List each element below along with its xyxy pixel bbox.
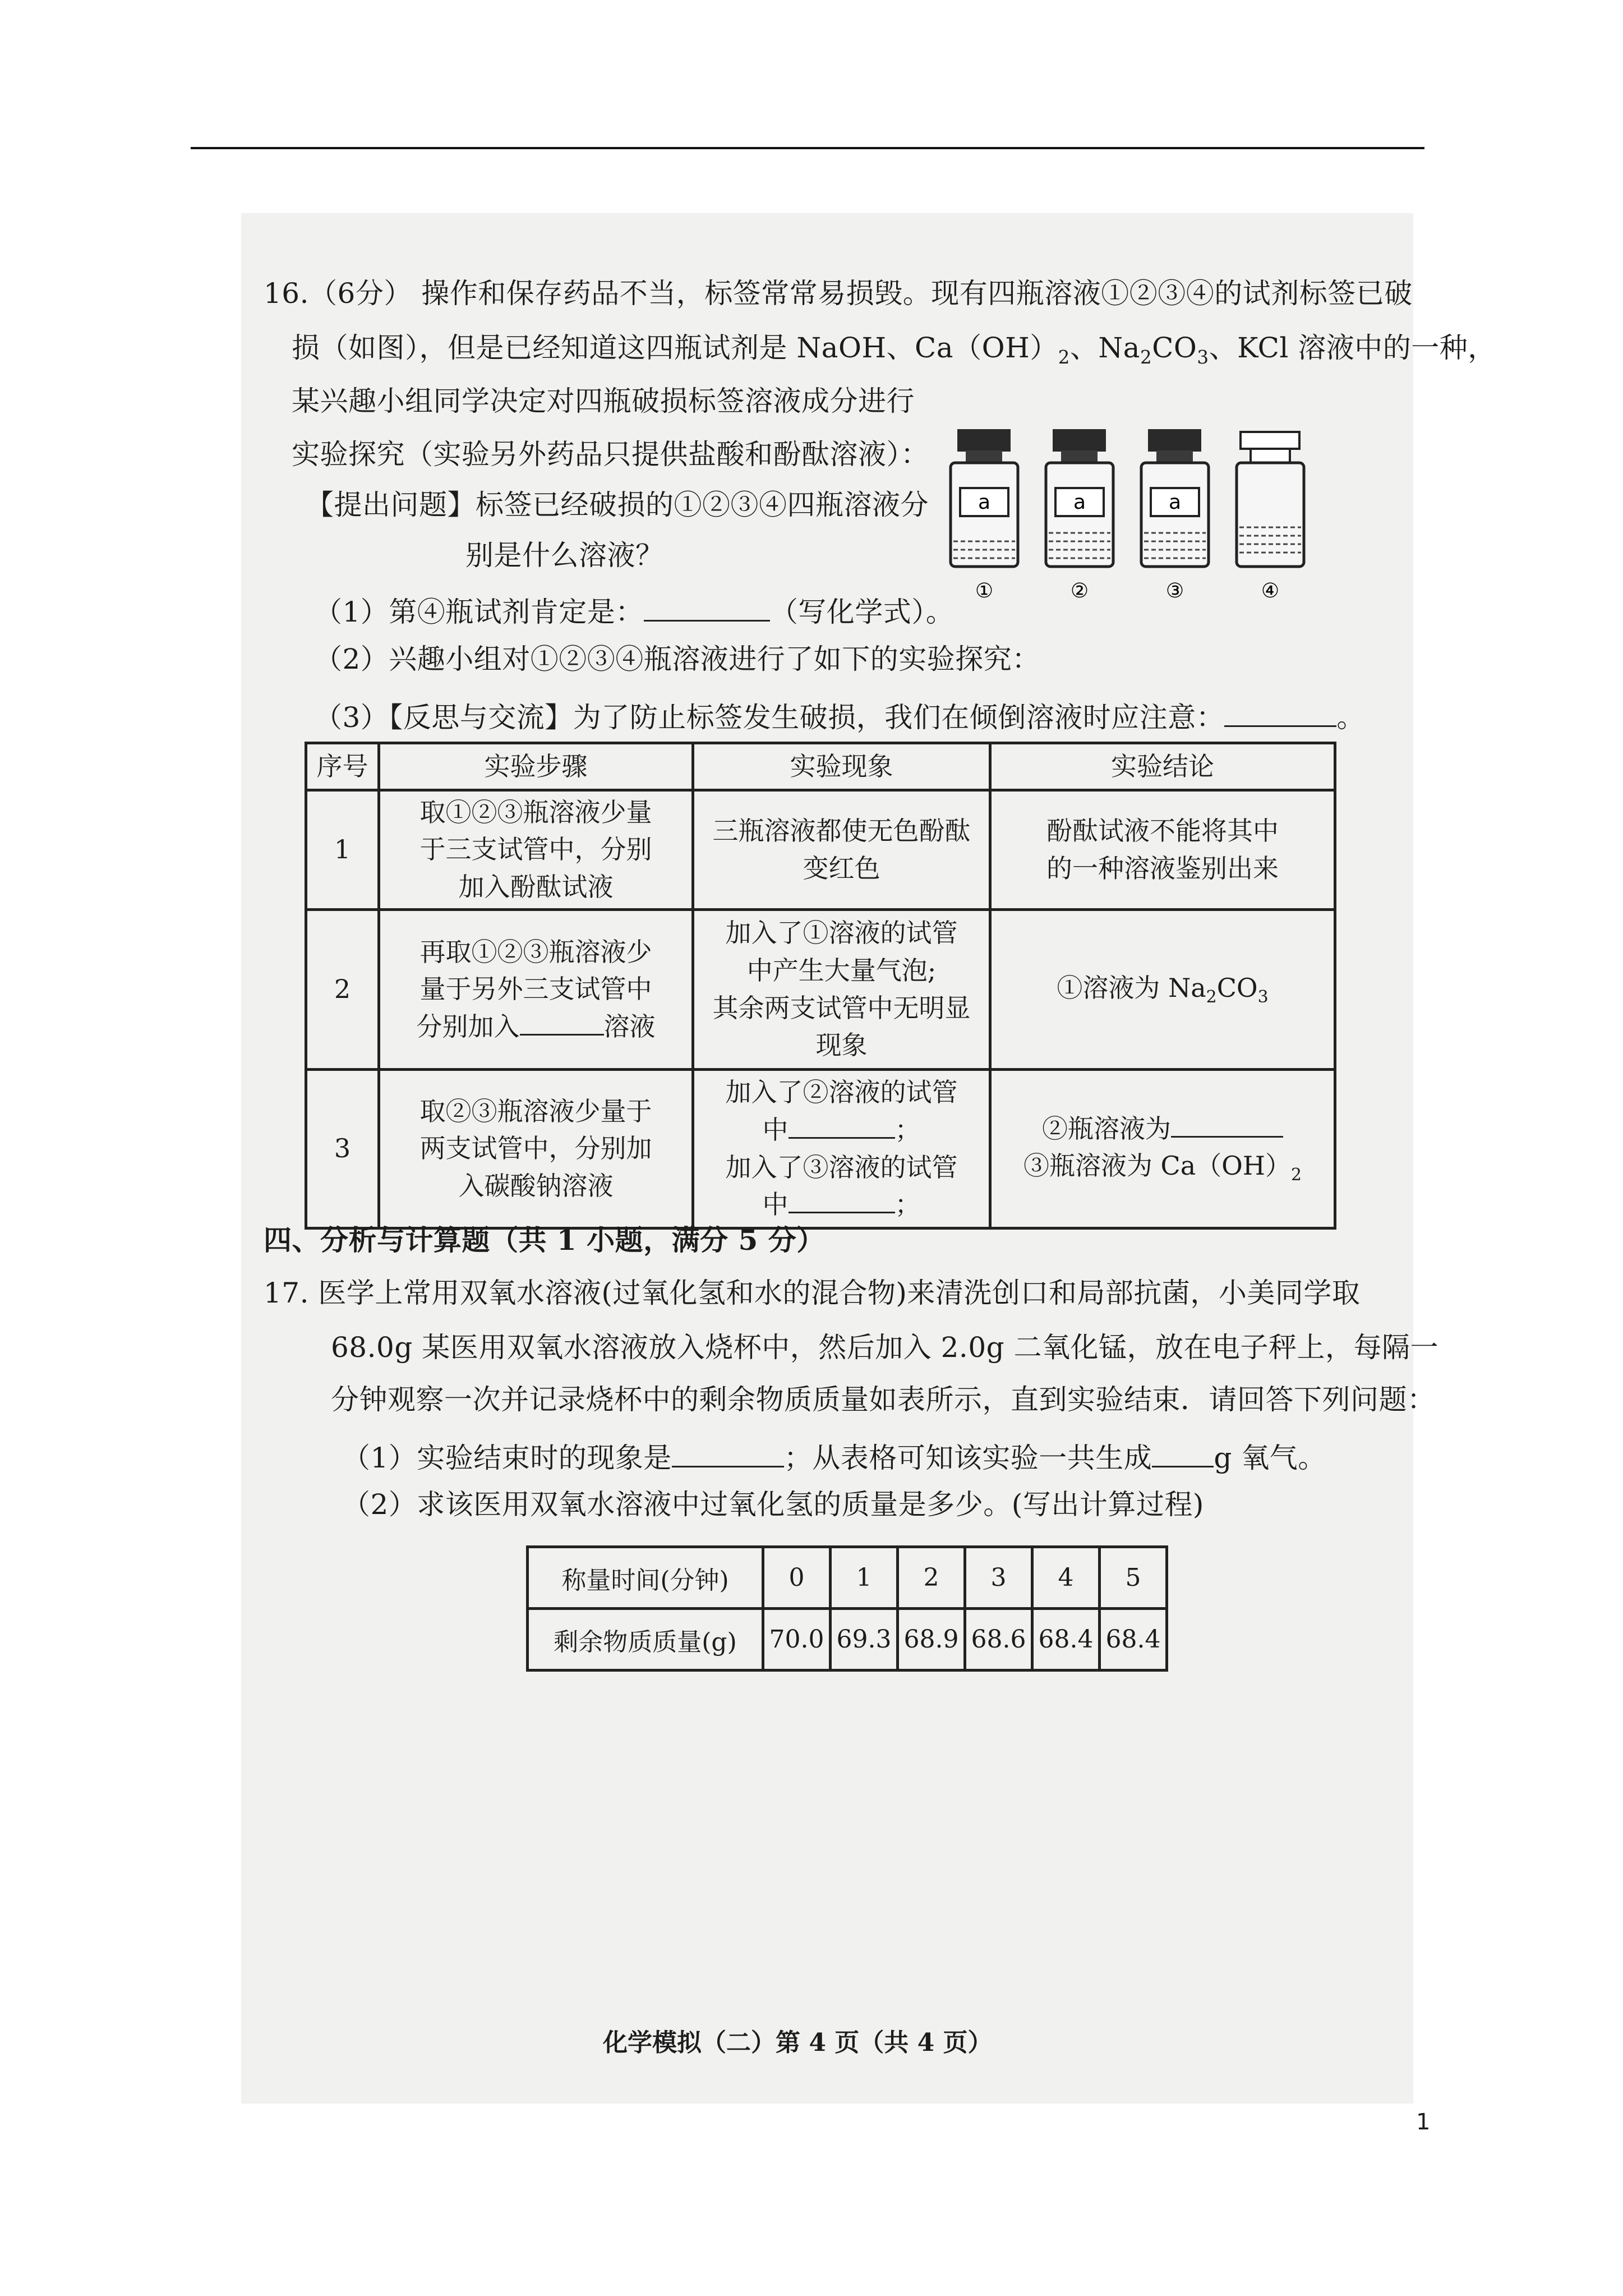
bottle-tag: a bbox=[978, 491, 991, 514]
table-row bbox=[306, 1069, 1335, 1228]
time-cell: 2 bbox=[898, 1547, 965, 1609]
mass-cell: 68.9 bbox=[898, 1609, 965, 1671]
bottle-3 bbox=[1141, 429, 1209, 602]
bottle-1 bbox=[951, 429, 1018, 602]
mass-cell: 68.4 bbox=[1100, 1609, 1167, 1671]
time-cell: 4 bbox=[1032, 1547, 1100, 1609]
row-phenomenon: 加入了②溶液的试管 中 ； 加入了③溶液的试管 中 ； bbox=[693, 1069, 990, 1228]
mass-label: 剩余物质质量(g) bbox=[528, 1609, 763, 1671]
bottle-tag: a bbox=[1073, 491, 1086, 514]
bottle-tag: a bbox=[1168, 491, 1182, 514]
section4-heading: 四、分析与计算题（共 1 小题，满分 5 分） bbox=[264, 1223, 825, 1257]
row-number: 1 bbox=[306, 790, 379, 909]
bottle-number: ③ bbox=[1165, 579, 1184, 602]
q16-line4: 实验探究（实验另外药品只提供盐酸和酚酞溶液）： bbox=[292, 438, 929, 471]
q16-problem-b: 别是什么溶液？ bbox=[465, 539, 664, 572]
row-phenomenon: 三瓶溶液都使无色酚酞 变红色 bbox=[693, 790, 990, 909]
q17-line1: 17. 医学上常用双氧水溶液(过氧化氢和水的混合物)来清洗创口和局部抗菌，小美同学取 bbox=[264, 1277, 1361, 1309]
table-row bbox=[306, 790, 1335, 909]
row-steps: 再取①②③瓶溶液少 量于另外三支试管中 分别加入 溶液 bbox=[379, 909, 693, 1069]
time-cell: 0 bbox=[763, 1547, 831, 1609]
row-number: 3 bbox=[306, 1069, 379, 1228]
row-phenomenon: 加入了①溶液的试管 中产生大量气泡; 其余两支试管中无明显 现象 bbox=[693, 909, 990, 1069]
row-conclusion: ①溶液为 $Na_2CO_3$ bbox=[990, 909, 1335, 1069]
answer-blank[interactable] bbox=[789, 1186, 895, 1213]
q16-sub2: （2）兴趣小组对①②③④瓶溶液进行了如下的实验探究： bbox=[314, 643, 1040, 675]
table-row bbox=[306, 909, 1335, 1069]
answer-blank[interactable] bbox=[520, 1008, 604, 1036]
q17-sub1: （1）实验结束时的现象是 ；从表格可知该实验一共生成 g 氧气。 bbox=[342, 1438, 1326, 1472]
header-phenomenon: 实验现象 bbox=[693, 743, 990, 790]
row-number: 2 bbox=[306, 909, 379, 1069]
table-row bbox=[528, 1547, 1167, 1609]
reagent-bottles-illustration bbox=[948, 429, 1318, 614]
header-rule bbox=[191, 147, 1424, 149]
page-number: 1 bbox=[1416, 2109, 1431, 2135]
mass-cell: 70.0 bbox=[763, 1609, 831, 1671]
table-row bbox=[528, 1609, 1167, 1671]
page-footer: 化学模拟（二）第 4 页（共 4 页） bbox=[603, 2028, 993, 2057]
bottle-4 bbox=[1237, 432, 1304, 602]
row-steps: 取①②③瓶溶液少量 于三支试管中，分别 加入酚酞试液 bbox=[379, 790, 693, 909]
answer-blank[interactable] bbox=[789, 1111, 895, 1139]
mass-cell: 68.6 bbox=[965, 1609, 1032, 1671]
answer-blank[interactable] bbox=[1152, 1438, 1214, 1467]
answer-blank[interactable] bbox=[644, 592, 770, 622]
row-conclusion: ②瓶溶液为 ③瓶溶液为 $Ca(OH)_2$ bbox=[990, 1069, 1335, 1228]
q17-line3: 分钟观察一次并记录烧杯中的剩余物质质量如表所示，直到实验结束．请回答下列问题： bbox=[331, 1383, 1436, 1416]
header-conclusion: 实验结论 bbox=[990, 743, 1335, 790]
time-cell: 1 bbox=[831, 1547, 898, 1609]
row-steps: 取②③瓶溶液少量于 两支试管中，分别加 入碳酸钠溶液 bbox=[379, 1069, 693, 1228]
bottle-2 bbox=[1046, 429, 1113, 602]
q16-sub1: （1）第④瓶试剂肯定是： （写化学式）。 bbox=[314, 592, 954, 626]
mass-table bbox=[526, 1545, 1168, 1672]
answer-blank[interactable] bbox=[1224, 697, 1336, 727]
mass-cell: 68.4 bbox=[1032, 1609, 1100, 1671]
bottle-number: ② bbox=[1070, 579, 1089, 602]
q17-sub2: （2）求该医用双氧水溶液中过氧化氢的质量是多少。(写出计算过程) bbox=[342, 1488, 1204, 1521]
q16-line2: 损（如图），但是已经知道这四瓶试剂是 NaOH、$Ca(OH)_2$、$Na_2CO_3$、KCl 溶液中的一种， bbox=[292, 332, 1496, 368]
answer-blank[interactable] bbox=[672, 1438, 784, 1467]
time-cell: 5 bbox=[1100, 1547, 1167, 1609]
bottle-number: ① bbox=[975, 579, 994, 602]
header-steps: 实验步骤 bbox=[379, 743, 693, 790]
experiment-table bbox=[305, 742, 1336, 1230]
mass-cell: 69.3 bbox=[831, 1609, 898, 1671]
bottle-number: ④ bbox=[1261, 579, 1280, 602]
row-conclusion: 酚酞试液不能将其中 的一种溶液鉴别出来 bbox=[990, 790, 1335, 909]
time-cell: 3 bbox=[965, 1547, 1032, 1609]
q16-line3: 某兴趣小组同学决定对四瓶破损标签溶液成分进行 bbox=[292, 385, 915, 417]
time-label: 称量时间(分钟) bbox=[528, 1547, 763, 1609]
header-no: 序号 bbox=[306, 743, 379, 790]
q16-sub3: （3）【反思与交流】为了防止标签发生破损，我们在倾倒溶液时应注意： 。 bbox=[314, 697, 1365, 731]
table-header-row bbox=[306, 743, 1335, 790]
q17-line2: 68.0g 某医用双氧水溶液放入烧杯中，然后加入 2.0g 二氧化锰，放在电子秤上，每隔一 bbox=[331, 1331, 1439, 1364]
answer-blank[interactable] bbox=[1171, 1110, 1283, 1138]
q16-line1: 16.（6分） 操作和保存药品不当，标签常常易损毁。现有四瓶溶液①②③④的试剂标签已破 bbox=[264, 277, 1413, 310]
q16-problem-a: 【提出问题】标签已经破损的①②③④四瓶溶液分 bbox=[306, 489, 929, 521]
